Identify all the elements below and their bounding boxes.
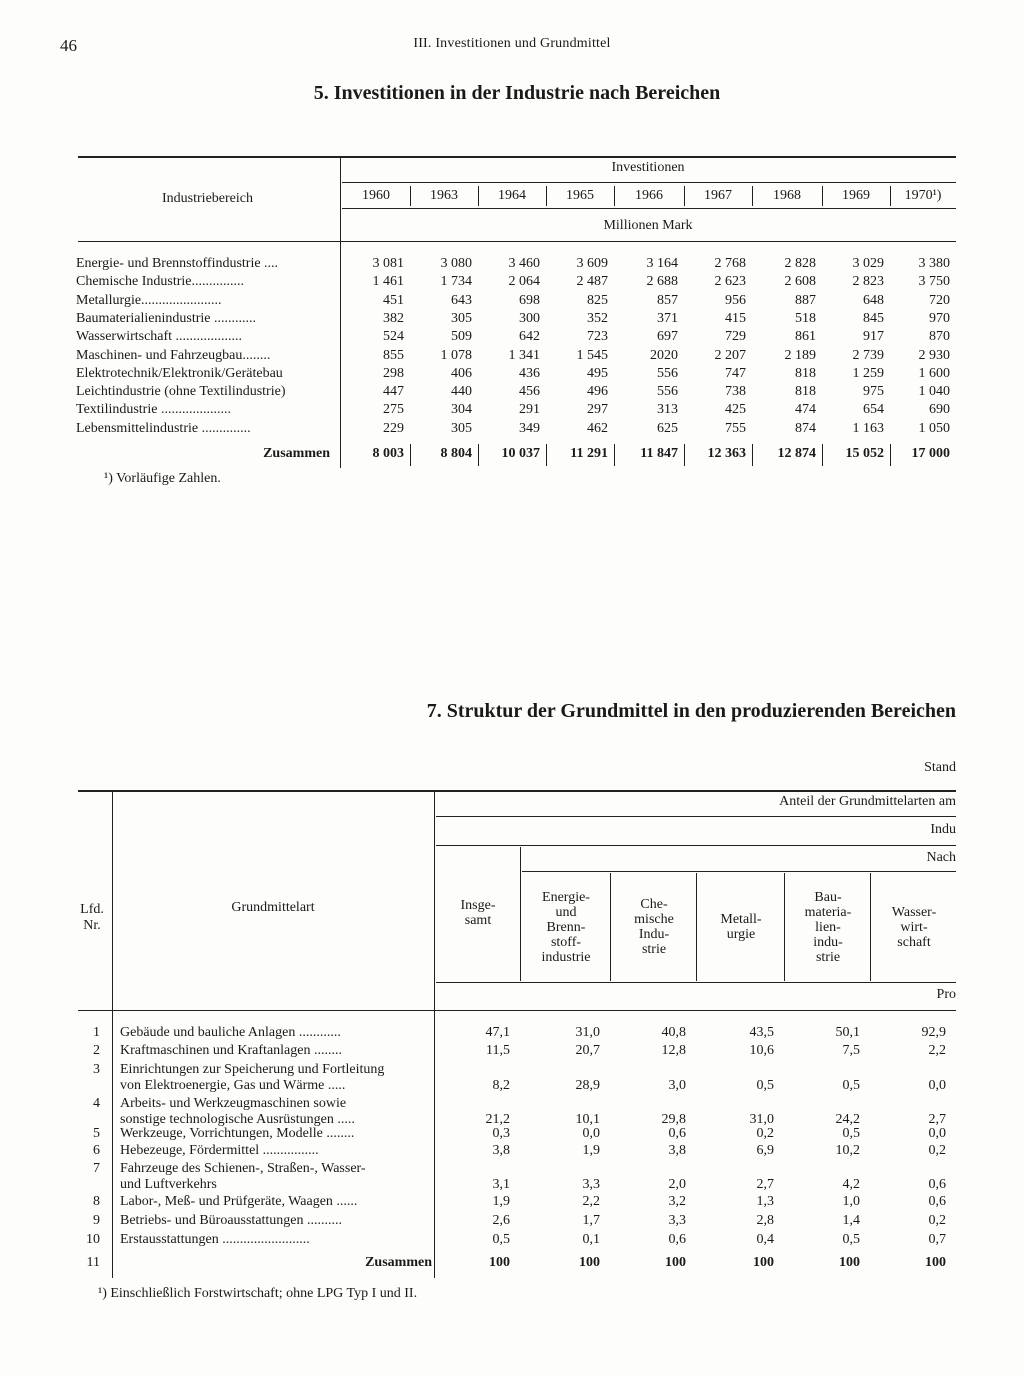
table5-cell: 654 <box>863 402 884 418</box>
table5-cell: 2 207 <box>714 347 746 363</box>
table5-cell: 1 341 <box>508 347 540 363</box>
table5-cell: 857 <box>657 292 678 308</box>
table7-cell: 6,9 <box>756 1143 774 1158</box>
table7-cell: 1,9 <box>492 1194 510 1209</box>
table5-cell: 3 164 <box>646 256 678 271</box>
table5-year-divider <box>822 186 823 206</box>
table7-col-div-2 <box>610 873 611 981</box>
table7-stand: Stand <box>924 760 956 775</box>
table5-title: 5. Investitionen in der Industrie nach Bereichen <box>313 82 721 104</box>
table5-total-cell: 8 804 <box>440 446 472 461</box>
table7-row-nr: 5 <box>93 1126 100 1141</box>
table5-cell: 729 <box>725 329 746 345</box>
table7-cell: 1,9 <box>582 1143 600 1158</box>
table5-cell: 2 930 <box>918 347 950 363</box>
table7-cell: 2,0 <box>668 1177 686 1192</box>
table5-cell: 556 <box>657 365 678 381</box>
table5-cell: 1 461 <box>372 274 404 290</box>
table5-year-0: 1960 <box>362 188 390 203</box>
running-head: III. Investitionen und Grundmittel <box>413 36 611 51</box>
table5-unit: Millionen Mark <box>603 218 693 233</box>
table5-year-3: 1965 <box>566 188 594 203</box>
table7-cell: 29,8 <box>661 1112 686 1127</box>
table5-cell: 642 <box>519 329 540 345</box>
table5-total-divider <box>410 444 411 466</box>
table7-row-nr: 4 <box>93 1096 100 1111</box>
table5-cell: 313 <box>657 402 678 418</box>
table5-cell: 349 <box>519 420 540 436</box>
table5-stub-header: Industriebereich <box>162 191 253 206</box>
table5-cell: 352 <box>587 310 608 326</box>
table5-cell: 305 <box>451 310 472 326</box>
table5-year-5: 1967 <box>704 188 732 203</box>
table5-row <box>0 293 1024 311</box>
table7-col-art: Grundmittelart <box>231 900 315 915</box>
table7-cell: 3,8 <box>668 1143 686 1158</box>
table7-col-div-5 <box>870 873 871 981</box>
table7-cell: 0,6 <box>928 1194 946 1209</box>
table5-row <box>0 421 1024 439</box>
table7-cell: 92,9 <box>921 1025 946 1040</box>
table7-cell: 20,7 <box>575 1043 600 1058</box>
table7-cell: 2,6 <box>492 1213 510 1228</box>
table7-cell: 1,3 <box>756 1194 774 1209</box>
table5-cell: 474 <box>795 402 816 418</box>
table5-cell: 975 <box>863 384 884 400</box>
table5-cell: 970 <box>929 310 950 326</box>
table7-cell: 10,1 <box>575 1112 600 1127</box>
table5-year-4: 1966 <box>635 188 663 203</box>
table5-row-label: Leichtindustrie (ohne Textilindustrie) <box>76 384 286 400</box>
table5-cell: 3 460 <box>508 256 540 271</box>
table7-row-label: Einrichtungen zur Speicherung und Fortleitung von Elektroenergie, Gas und Wärme ..... <box>120 1062 385 1093</box>
table7-cell: 0,0 <box>582 1126 600 1141</box>
table5-year-2: 1964 <box>498 188 526 203</box>
table5-row <box>0 274 1024 292</box>
table5-year-8: 1970¹) <box>904 188 942 203</box>
table7-col-header-2: Che- mische Indu- strie <box>634 897 674 957</box>
table5-cell: 917 <box>863 329 884 345</box>
table5-top-rule <box>78 156 956 158</box>
table5-cell: 2 189 <box>784 347 816 363</box>
table5-total-cell: 11 291 <box>570 446 608 461</box>
table5-cell: 755 <box>725 420 746 436</box>
table7-cell: 47,1 <box>485 1025 510 1040</box>
table7-footnote: ¹) Einschließlich Forstwirtschaft; ohne LPG Typ I und II. <box>98 1286 418 1301</box>
table7-cell: 0,0 <box>928 1126 946 1141</box>
table7-cell: 0,0 <box>928 1078 946 1093</box>
table7-cell: 0,4 <box>756 1232 774 1247</box>
table5-row-label: Wasserwirtschaft ................... <box>76 329 243 345</box>
table7-row-label: Labor-, Meß- und Prüfgeräte, Waagen ...... <box>120 1194 358 1209</box>
table5-year-divider <box>614 186 615 206</box>
table5-cell: 229 <box>383 420 404 436</box>
table7-cell: 0,2 <box>928 1143 946 1158</box>
table7-cell: 0,6 <box>928 1177 946 1192</box>
table7-cell: 0,5 <box>842 1126 860 1141</box>
table5-total-cell: 8 003 <box>372 446 404 461</box>
table7-cell: 31,0 <box>749 1112 774 1127</box>
table5-cell: 304 <box>451 402 472 418</box>
table5-cell: 2 064 <box>508 274 540 290</box>
table7-col-div-4 <box>784 873 785 981</box>
table5-row-label: Baumaterialienindustrie ............ <box>76 310 257 326</box>
table5-cell: 1 545 <box>576 347 608 363</box>
table5-cell: 874 <box>795 420 816 436</box>
table5-cell: 845 <box>863 310 884 326</box>
table5-cell: 297 <box>587 402 608 418</box>
table5-cell: 643 <box>451 292 472 308</box>
table5-cell: 3 609 <box>576 256 608 271</box>
table7-cell: 0,5 <box>756 1078 774 1093</box>
table7-row-label: Werkzeuge, Vorrichtungen, Modelle ........ <box>120 1126 355 1141</box>
table5-row <box>0 366 1024 384</box>
table5-year-7: 1969 <box>842 188 870 203</box>
table5-total-divider <box>890 444 891 466</box>
table5-cell: 447 <box>383 384 404 400</box>
table7-row-nr: 9 <box>93 1213 100 1228</box>
table5-year-divider <box>546 186 547 206</box>
table7-cell: 31,0 <box>575 1025 600 1040</box>
table7-total-cell: 100 <box>489 1255 510 1270</box>
table5-cell: 825 <box>587 292 608 308</box>
table7-cell: 3,3 <box>582 1177 600 1192</box>
table5-cell: 723 <box>587 329 608 345</box>
table5-cell: 425 <box>725 402 746 418</box>
table5-cell: 291 <box>519 402 540 418</box>
table7-row-nr: 1 <box>93 1025 100 1040</box>
table5-row <box>0 311 1024 329</box>
table7-cell: 10,2 <box>835 1143 860 1158</box>
table5-group-rule <box>342 182 956 183</box>
page-number: 46 <box>60 36 77 55</box>
table5-cell: 2 739 <box>852 347 884 363</box>
table7-col-div-1 <box>520 847 521 981</box>
table5-cell: 451 <box>383 292 404 308</box>
table5-cell: 690 <box>929 402 950 418</box>
table7-col-div-3 <box>696 873 697 981</box>
table5-year-divider <box>684 186 685 206</box>
table7-cell: 2,7 <box>756 1177 774 1192</box>
table5-cell: 495 <box>587 365 608 381</box>
table5-cell: 406 <box>451 365 472 381</box>
table5-cell: 275 <box>383 402 404 418</box>
table7-cell: 0,2 <box>928 1213 946 1228</box>
table5-cell: 440 <box>451 384 472 400</box>
table5-total-divider <box>822 444 823 466</box>
table7-rule-1 <box>436 816 956 817</box>
table7-nach: Nach <box>926 850 956 865</box>
table7-top-header: Anteil der Grundmittelarten am <box>779 794 956 809</box>
table7-cell: 3,2 <box>668 1194 686 1209</box>
table5-total-divider <box>614 444 615 466</box>
table7-row-nr: 10 <box>86 1232 100 1247</box>
table5-cell: 3 081 <box>372 256 404 271</box>
table5-row-label: Metallurgie....................... <box>76 292 222 308</box>
table5-year-6: 1968 <box>773 188 801 203</box>
table5-cell: 462 <box>587 420 608 436</box>
table7-cell: 1,7 <box>582 1213 600 1228</box>
table5-cell: 887 <box>795 292 816 308</box>
table7-cell: 3,3 <box>668 1213 686 1228</box>
table7-cell: 40,8 <box>661 1025 686 1040</box>
table5-cell: 509 <box>451 329 472 345</box>
table5-year-divider <box>478 186 479 206</box>
table7-row-nr: 8 <box>93 1194 100 1209</box>
table5-group-header: Investitionen <box>611 160 685 175</box>
table7-total-cell: 100 <box>665 1255 686 1270</box>
table5-year-divider <box>410 186 411 206</box>
table5-row <box>0 256 1024 274</box>
table7-total-cell: 100 <box>925 1255 946 1270</box>
table5-cell: 371 <box>657 310 678 326</box>
table7-cell: 1,0 <box>842 1194 860 1209</box>
table7-cell: 12,8 <box>661 1043 686 1058</box>
table7-cell: 10,6 <box>749 1043 774 1058</box>
table7-row-label: Erstausstattungen ......................... <box>120 1232 310 1247</box>
table5-cell: 956 <box>725 292 746 308</box>
table7-cell: 0,6 <box>668 1126 686 1141</box>
table5-row-label: Textilindustrie .................... <box>76 402 231 418</box>
table5-cell: 697 <box>657 329 678 345</box>
table5-year-divider <box>752 186 753 206</box>
table7-cell: 0,5 <box>842 1078 860 1093</box>
table7-row-label: Hebezeuge, Fördermittel ................ <box>120 1143 319 1158</box>
table7-col-header-5: Wasser- wirt- schaft <box>891 904 937 950</box>
table5-row <box>0 329 1024 347</box>
table7-top-rule <box>78 790 956 792</box>
table5-cell: 861 <box>795 329 816 345</box>
table5-cell: 747 <box>725 365 746 381</box>
table7-total-cell: 100 <box>753 1255 774 1270</box>
table5-cell: 2 688 <box>646 274 678 290</box>
table7-cell: 2,7 <box>928 1112 946 1127</box>
table5-cell: 648 <box>863 292 884 308</box>
table5-row <box>0 348 1024 366</box>
table7-cell: 2,2 <box>928 1043 946 1058</box>
table5-cell: 300 <box>519 310 540 326</box>
table7-indu: Indu <box>930 822 956 837</box>
table5-row-label: Maschinen- und Fahrzeugbau........ <box>76 347 271 363</box>
table7-cell: 4,2 <box>842 1177 860 1192</box>
table7-cell: 0,3 <box>492 1126 510 1141</box>
table7-total-cell: 100 <box>579 1255 600 1270</box>
table5-head-rule <box>78 241 956 242</box>
table5-cell: 870 <box>929 329 950 345</box>
table5-total-divider <box>752 444 753 466</box>
table5-cell: 855 <box>383 347 404 363</box>
table7-cell: 0,1 <box>582 1232 600 1247</box>
table5-total-cell: 11 847 <box>640 446 678 461</box>
table5-cell: 1 078 <box>440 347 472 363</box>
table5-cell: 518 <box>795 310 816 326</box>
table5-cell: 738 <box>725 384 746 400</box>
table7-title: 7. Struktur der Grundmittel in den produzierenden Bereichen <box>426 700 956 722</box>
table5-total-label: Zusammen <box>263 446 330 461</box>
table7-row-label: Betriebs- und Büroausstattungen .......... <box>120 1213 343 1228</box>
table5-footnote: ¹) Vorläufige Zahlen. <box>104 471 221 486</box>
table5-cell: 818 <box>795 365 816 381</box>
table7-row-label: Kraftmaschinen und Kraftanlagen ........ <box>120 1043 342 1058</box>
table5-cell: 1 050 <box>918 420 950 436</box>
table7-cell: 8,2 <box>492 1078 510 1093</box>
table5-cell: 3 380 <box>918 256 950 271</box>
table7-cell: 21,2 <box>485 1112 510 1127</box>
table5-cell: 3 750 <box>918 274 950 290</box>
table7-col-header-1: Energie- und Brenn- stoff- industrie <box>541 889 591 965</box>
table7-total-cell: 100 <box>839 1255 860 1270</box>
table5-cell: 298 <box>383 365 404 381</box>
table7-cell: 3,8 <box>492 1143 510 1158</box>
table5-cell: 2 487 <box>576 274 608 290</box>
table7-row-nr: 7 <box>93 1161 100 1176</box>
table7-cell: 43,5 <box>749 1025 774 1040</box>
table5-year-rule <box>342 208 956 209</box>
table5-cell: 2 828 <box>784 256 816 271</box>
table7-col-nr: Lfd. Nr. <box>80 902 104 933</box>
table7-col-header-4: Bau- materia- lien- indu- strie <box>804 889 852 965</box>
table5-cell: 524 <box>383 329 404 345</box>
table5-total-cell: 10 037 <box>501 446 540 461</box>
table5-row-label: Lebensmittelindustrie .............. <box>76 420 251 436</box>
table5-cell: 496 <box>587 384 608 400</box>
table5-row <box>0 402 1024 420</box>
table5-cell: 436 <box>519 365 540 381</box>
table5-cell: 2020 <box>650 347 678 363</box>
table7-stub-divider <box>434 792 435 1278</box>
table7-cell: 2,2 <box>582 1194 600 1209</box>
table7-cell: 0,7 <box>928 1232 946 1247</box>
table5-cell: 2 608 <box>784 274 816 290</box>
table5-cell: 3 029 <box>852 256 884 271</box>
table7-cell: 3,1 <box>492 1177 510 1192</box>
table7-row-label: Arbeits- und Werkzeugmaschinen sowie sonstige technologische Ausrüstungen ..... <box>120 1096 355 1127</box>
table5-total-cell: 12 363 <box>707 446 746 461</box>
table7-cell: 0,6 <box>668 1232 686 1247</box>
table5-cell: 698 <box>519 292 540 308</box>
table5-cell: 2 768 <box>714 256 746 271</box>
table5-cell: 818 <box>795 384 816 400</box>
table5-cell: 2 623 <box>714 274 746 290</box>
table5-cell: 2 823 <box>852 274 884 290</box>
table7-cell: 50,1 <box>835 1025 860 1040</box>
table7-pro: Pro <box>936 987 956 1002</box>
table7-head-rule <box>78 1010 956 1011</box>
table5-year-1: 1963 <box>430 188 458 203</box>
table7-row-label: Fahrzeuge des Schienen-, Straßen-, Wasser- und Luftverkehrs <box>120 1161 366 1192</box>
table5-total-cell: 15 052 <box>845 446 884 461</box>
table5-cell: 305 <box>451 420 472 436</box>
table7-cell: 0,5 <box>492 1232 510 1247</box>
table7-cell: 0,5 <box>842 1232 860 1247</box>
table5-cell: 456 <box>519 384 540 400</box>
table5-row <box>0 384 1024 402</box>
table5-total-cell: 12 874 <box>777 446 816 461</box>
table7-nr-divider <box>112 792 113 1278</box>
table5-total-cell: 17 000 <box>911 446 950 461</box>
table7-cell: 7,5 <box>842 1043 860 1058</box>
table5-cell: 1 259 <box>852 365 884 381</box>
table7-cell: 28,9 <box>575 1078 600 1093</box>
table5-cell: 1 163 <box>852 420 884 436</box>
table5-cell: 1 600 <box>918 365 950 381</box>
table5-year-divider <box>890 186 891 206</box>
table5-cell: 720 <box>929 292 950 308</box>
table7-cell: 1,4 <box>842 1213 860 1228</box>
table7-rule-2 <box>436 845 956 846</box>
table5-total-divider <box>684 444 685 466</box>
table5-cell: 3 080 <box>440 256 472 271</box>
table7-row-label: Gebäude und bauliche Anlagen ............ <box>120 1025 341 1040</box>
table7-total-label: Zusammen <box>365 1255 432 1270</box>
table7-cell: 3,0 <box>668 1078 686 1093</box>
table7-col-header-3: Metall- urgie <box>720 912 762 942</box>
table5-cell: 382 <box>383 310 404 326</box>
table5-cell: 556 <box>657 384 678 400</box>
table5-row-label: Elektrotechnik/Elektronik/Gerätebau <box>76 365 283 381</box>
table5-row-label: Energie- und Brennstoffindustrie .... <box>76 256 279 271</box>
table7-col-header-0: Insge- samt <box>460 898 496 928</box>
table7-row-nr: 6 <box>93 1143 100 1158</box>
table7-cell: 2,8 <box>756 1213 774 1228</box>
table5-total-row <box>0 446 1024 464</box>
table5-total-divider <box>478 444 479 466</box>
table7-rule-4 <box>436 982 956 983</box>
table7-cell: 0,2 <box>756 1126 774 1141</box>
table7-row-nr: 3 <box>93 1062 100 1077</box>
table7-cell: 11,5 <box>486 1043 510 1058</box>
table5-row-label: Chemische Industrie............... <box>76 274 244 290</box>
table5-cell: 1 734 <box>440 274 472 290</box>
table5-cell: 1 040 <box>918 384 950 400</box>
table7-rule-3 <box>522 871 956 872</box>
table5-total-divider <box>546 444 547 466</box>
table7-total-nr: 11 <box>86 1255 100 1270</box>
table5-cell: 625 <box>657 420 678 436</box>
table7-row-nr: 2 <box>93 1043 100 1058</box>
table7-cell: 24,2 <box>835 1112 860 1127</box>
table5-cell: 415 <box>725 310 746 326</box>
